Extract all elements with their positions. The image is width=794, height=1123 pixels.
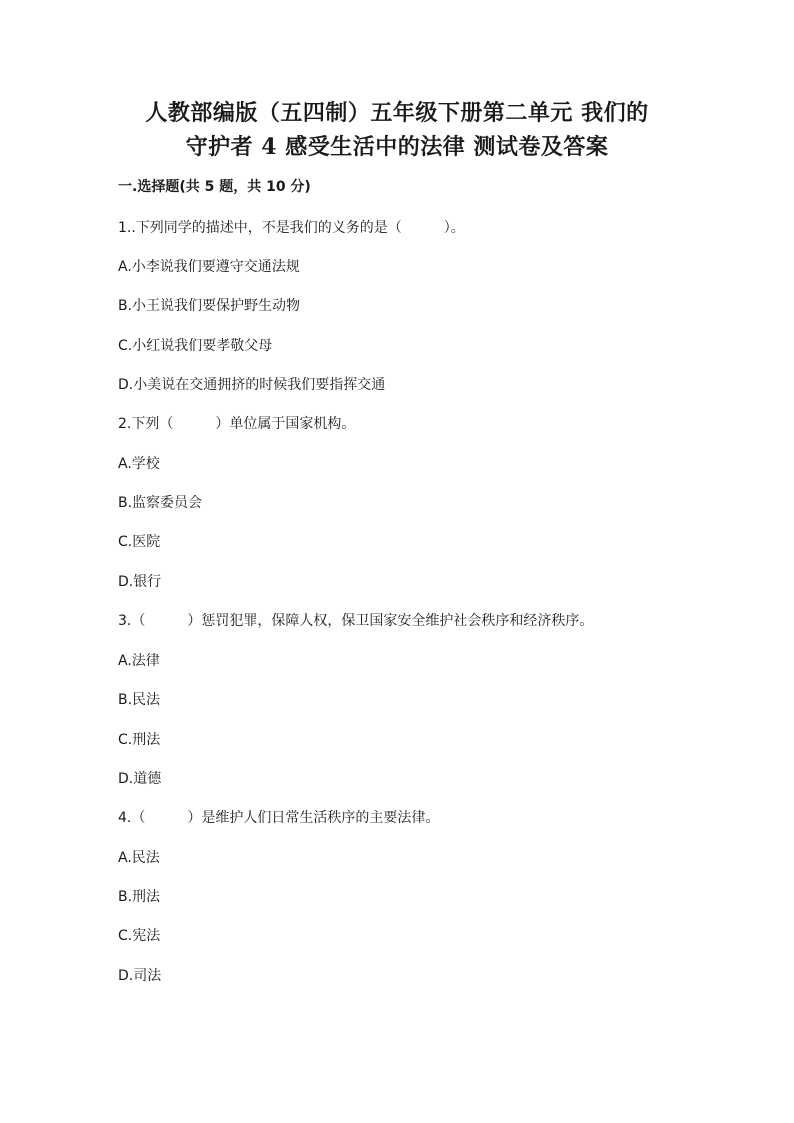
document-title-line-2: 守护者 4 感受生活中的法律 测试卷及答案 [185, 134, 609, 160]
question-1-stem: 1..下列同学的描述中，不是我们的义务的是（ ）。 [118, 220, 465, 236]
question-3-option-d: D.道德 [118, 771, 162, 787]
question-4-stem: 4.（ ）是维护人们日常生活秩序的主要法律。 [118, 810, 440, 826]
question-3-option-c: C.刑法 [118, 732, 161, 748]
question-4-option-d: D.司法 [118, 968, 162, 984]
document-title-line-1: 人教部编版（五四制）五年级下册第二单元 我们的 [145, 100, 649, 126]
question-2-option-c: C.医院 [118, 534, 161, 550]
question-1-option-c: C.小红说我们要孝敬父母 [118, 338, 273, 354]
question-3-stem: 3.（ ）惩罚犯罪，保障人权，保卫国家安全维护社会秩序和经济秩序。 [118, 613, 594, 629]
question-2-option-d: D.银行 [118, 574, 162, 590]
question-2-stem: 2.下列（ ）单位属于国家机构。 [118, 416, 356, 432]
question-1-option-d: D.小美说在交通拥挤的时候我们要指挥交通 [118, 377, 386, 393]
question-1-option-a: A.小李说我们要遵守交通法规 [118, 259, 300, 275]
question-4-option-c: C.宪法 [118, 928, 161, 944]
question-1-option-b: B.小王说我们要保护野生动物 [118, 298, 301, 314]
question-2-option-a: A.学校 [118, 456, 160, 472]
question-3-option-b: B.民法 [118, 692, 161, 708]
question-3-option-a: A.法律 [118, 653, 160, 669]
question-4-option-b: B.刑法 [118, 889, 161, 905]
section-heading: 一.选择题(共 5 题，共 10 分) [118, 179, 311, 195]
question-4-option-a: A.民法 [118, 850, 160, 866]
question-2-option-b: B.监察委员会 [118, 495, 203, 511]
